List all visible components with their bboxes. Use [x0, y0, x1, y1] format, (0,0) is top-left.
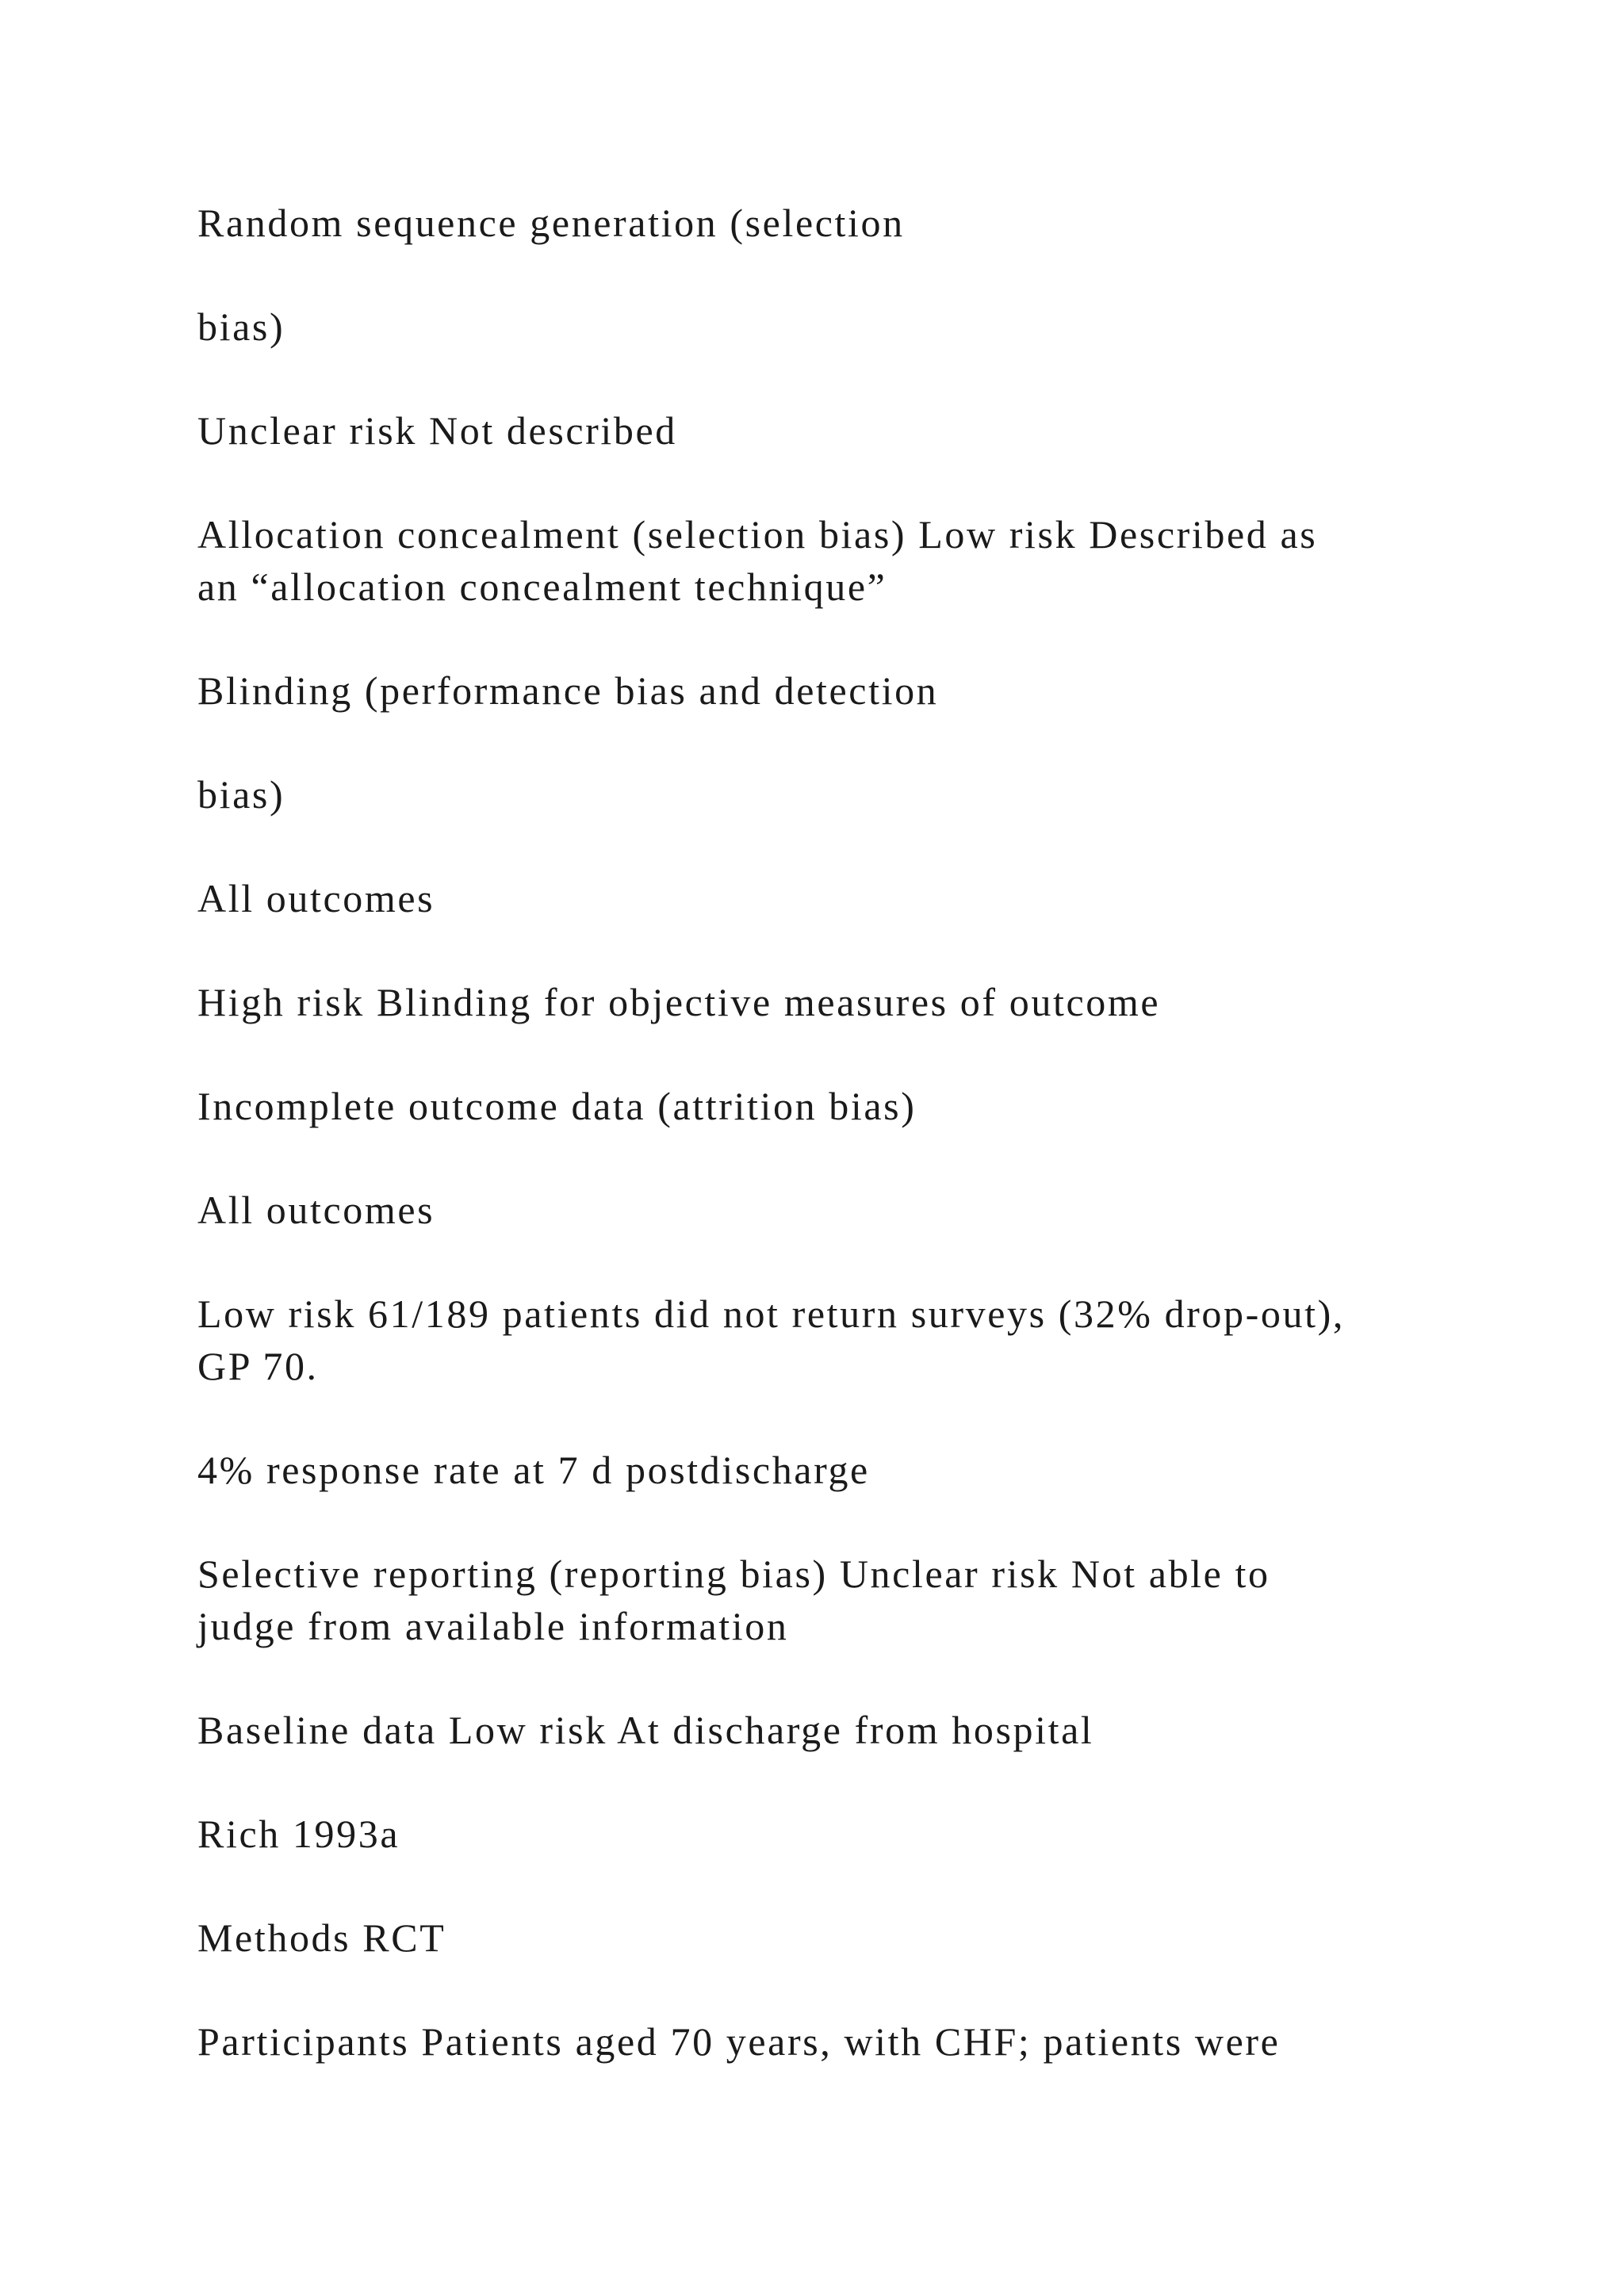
paragraph-17: Participants Patients aged 70 years, with CHF; patients were [197, 2019, 1281, 2064]
paragraph-8: High risk Blinding for objective measures of outcome [197, 980, 1161, 1024]
paragraph-12: 4% response rate at 7 d postdischarge [197, 1448, 870, 1492]
paragraph-14: Baseline data Low risk At discharge from hospital [197, 1708, 1094, 1752]
paragraph-9: Incomplete outcome data (attrition bias) [197, 1084, 917, 1128]
paragraph-7: All outcomes [197, 876, 435, 920]
paragraph-16: Methods RCT [197, 1915, 446, 1960]
paragraph-3: Unclear risk Not described [197, 408, 677, 453]
paragraph-10: All outcomes [197, 1188, 435, 1232]
paragraph-2: bias) [197, 304, 285, 349]
paragraph-11: Low risk 61/189 patients did not return surveys (32% drop-out), GP 70. [197, 1292, 1345, 1388]
paragraph-1: Random sequence generation (selection [197, 201, 905, 245]
paragraph-4: Allocation concealment (selection bias) Low risk Described as an “allocation concealment technique” [197, 512, 1318, 609]
paragraph-6: bias) [197, 772, 285, 817]
paragraph-15: Rich 1993a [197, 1812, 400, 1856]
paragraph-13: Selective reporting (reporting bias) Unclear risk Not able to judge from available information [197, 1552, 1270, 1648]
paragraph-5: Blinding (performance bias and detection [197, 668, 939, 713]
